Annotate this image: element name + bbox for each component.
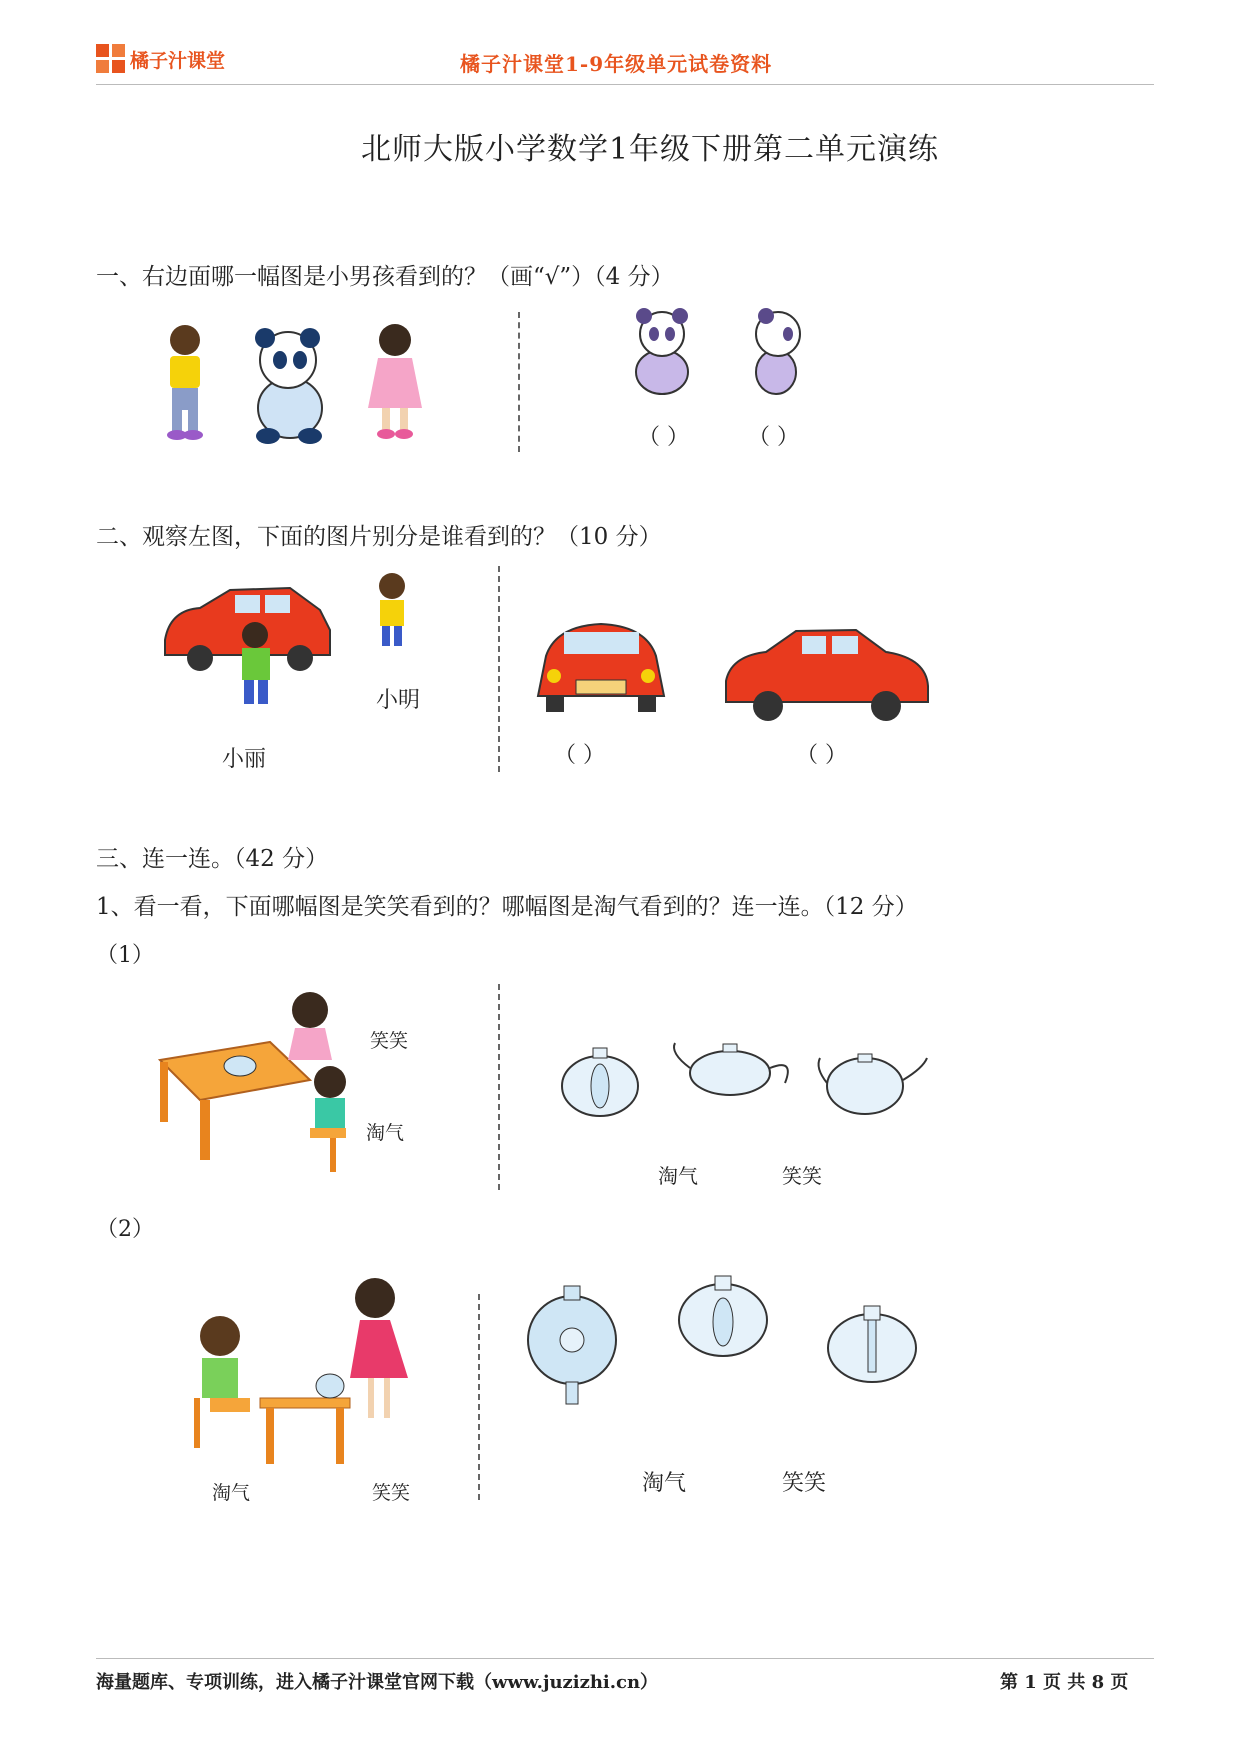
boy-xiaoming-figure — [379, 573, 405, 646]
teapot-back-view-option-2 — [828, 1306, 916, 1382]
page-title: 北师大版小学数学1年级下册第二单元演练 — [360, 132, 940, 167]
part-2-label: （2） — [96, 1217, 154, 1242]
boy-taoqi-figure — [310, 1066, 346, 1172]
girl-xiaoxiao-figure — [288, 992, 332, 1060]
question-1: 一、右边面哪一幅图是小男孩看到的？（画“√”）（4 分） — [96, 264, 674, 290]
boy-taoqi-figure-2 — [194, 1316, 250, 1448]
bottom-label-taoqi-1: 淘气 — [658, 1164, 698, 1188]
teapot-back-view-option — [562, 1048, 638, 1116]
label-taoqi-2: 淘气 — [212, 1482, 251, 1504]
logo-icon — [96, 44, 126, 74]
q1-answer-blank-1[interactable]: （ ） — [638, 425, 689, 450]
girl-xiaoli-figure — [242, 622, 270, 704]
label-xiaoming: 小明 — [376, 688, 421, 713]
teapot-top-view-option — [528, 1286, 616, 1404]
footer-divider — [96, 1658, 1154, 1659]
table-figure-2 — [260, 1398, 350, 1464]
teapot-front-view-option — [819, 1054, 927, 1114]
q3-part2-divider — [478, 1294, 480, 1500]
car-front-option — [538, 624, 664, 712]
bottom-label-xiaoxiao-2: 笑笑 — [782, 1471, 827, 1496]
q2-divider — [498, 566, 500, 772]
part-1-label: （1） — [96, 943, 154, 968]
q2-answer-blank-1[interactable]: （ ） — [554, 743, 605, 768]
question-3: 三、连一连。（42 分） — [96, 846, 329, 872]
question-2: 二、观察左图，下面的图片别分是谁看到的？（10 分） — [96, 524, 662, 550]
girl-figure — [368, 324, 422, 439]
q3-part1-scene — [160, 990, 370, 1180]
q3-part2-teapots — [520, 1260, 930, 1420]
footer-site-text: 海量题库、专项训练，进入橘子汁课堂官网下载（www.juzizhi.cn） — [96, 1672, 659, 1693]
q2-answer-cars — [536, 616, 946, 726]
teapot-front-view-option-2 — [679, 1276, 767, 1356]
question-3-sub-1: 1、看一看，下面哪幅图是笑笑看到的？哪幅图是淘气看到的？连一连。（12 分） — [96, 894, 918, 920]
q1-answer-blank-2[interactable]: （ ） — [748, 425, 799, 450]
header-divider — [96, 84, 1154, 85]
car-side-option — [726, 630, 928, 721]
bottom-label-taoqi-2: 淘气 — [642, 1471, 687, 1496]
girl-xiaoxiao-figure-2 — [350, 1278, 408, 1418]
panda-front-option — [636, 308, 688, 394]
label-xiaoli: 小丽 — [222, 747, 267, 772]
panda-side-option — [756, 308, 800, 394]
footer-page-number: 第 1 页 共 8 页 — [1000, 1672, 1129, 1693]
q2-answer-blank-2[interactable]: （ ） — [796, 743, 847, 768]
label-taoqi-1: 淘气 — [366, 1122, 405, 1144]
teapot-on-table-2 — [316, 1374, 344, 1398]
label-xiaoxiao-2: 笑笑 — [372, 1482, 411, 1504]
logo-text: 橘子汁课堂 — [130, 50, 226, 72]
q3-part1-divider — [498, 984, 500, 1190]
label-xiaoxiao-1: 笑笑 — [370, 1030, 409, 1052]
q1-scene-illustration — [150, 318, 450, 448]
q1-answer-pandas — [628, 306, 828, 406]
teapot-on-table — [224, 1056, 256, 1076]
bottom-label-xiaoxiao-1: 笑笑 — [782, 1164, 822, 1188]
q3-part2-scene — [180, 1268, 430, 1478]
panda-figure — [255, 328, 322, 444]
q3-part1-teapots — [555, 1028, 945, 1128]
boy-figure — [167, 325, 203, 440]
header-title: 橘子汁课堂1-9年级单元试卷资料 — [460, 52, 773, 76]
q1-divider — [518, 312, 520, 452]
teapot-side-view-option — [674, 1043, 788, 1095]
